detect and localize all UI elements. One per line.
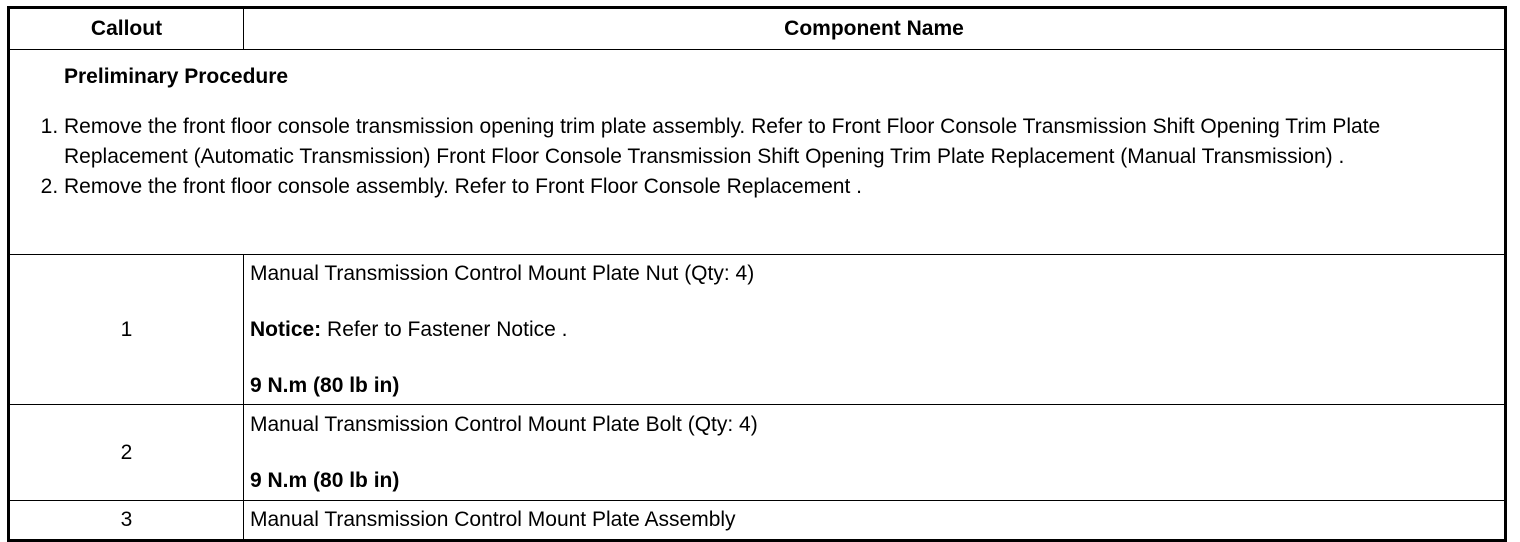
callout-number: 1 bbox=[9, 255, 244, 405]
preliminary-steps bbox=[26, 112, 1484, 202]
component-cell bbox=[244, 501, 1506, 541]
component-name: Manual Transmission Control Mount Plate Nut (Qty: 4) bbox=[250, 261, 755, 285]
component-cell bbox=[244, 405, 1506, 501]
notice-label: Notice: bbox=[250, 317, 322, 341]
notice-line bbox=[250, 315, 1504, 345]
callout-number: 2 bbox=[9, 405, 244, 501]
notice-text: Refer to Fastener Notice . bbox=[321, 317, 568, 341]
header-row bbox=[9, 8, 1506, 50]
step-item: 1. Remove the front floor console transmission opening trim plate assembly. Refer to Front Floor Console Transmission Shift Opening Trim Plate Replacement (Automatic Transmission) Front Floor Console Transmission Shift Opening Trim Plate Replacement (Manual Transmission) . bbox=[64, 112, 1484, 172]
component-name: Manual Transmission Control Mount Plate Assembly bbox=[250, 508, 736, 531]
step-item: 2. Remove the front floor console assembly. Refer to Front Floor Console Replacement . bbox=[64, 172, 1484, 202]
preliminary-row bbox=[9, 50, 1506, 255]
preliminary-heading: Preliminary Procedure bbox=[64, 65, 289, 88]
callout-header: Callout bbox=[9, 8, 244, 50]
preliminary-procedure bbox=[9, 50, 1506, 255]
torque-spec: 9 N.m (80 lb in) bbox=[250, 373, 400, 397]
table-row bbox=[9, 405, 1506, 501]
callout-number: 3 bbox=[9, 501, 244, 541]
torque-spec: 9 N.m (80 lb in) bbox=[250, 468, 400, 492]
component-table bbox=[7, 6, 1507, 542]
component-name: Manual Transmission Control Mount Plate Bolt (Qty: 4) bbox=[250, 412, 758, 436]
component-name-header: Component Name bbox=[244, 8, 1506, 50]
table-row bbox=[9, 501, 1506, 541]
component-cell bbox=[244, 255, 1506, 405]
table-row bbox=[9, 255, 1506, 405]
